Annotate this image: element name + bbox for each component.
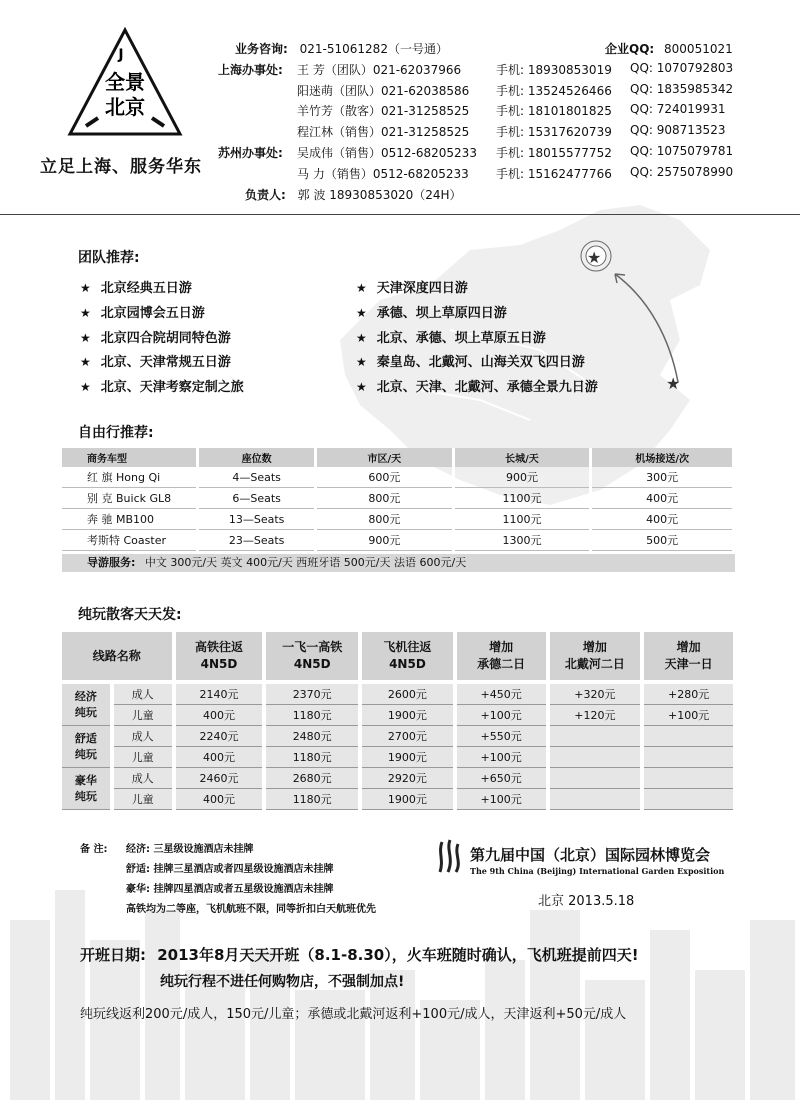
shanghai-office-label: 上海办事处:	[218, 63, 283, 77]
cell: 400元	[174, 789, 265, 810]
opening-date-label: 开班日期:	[80, 946, 146, 964]
cell: 1900元	[360, 747, 455, 768]
cell: 4—Seats	[198, 467, 316, 488]
table-row	[62, 705, 735, 726]
cell: 1900元	[360, 705, 455, 726]
manager-value: 郭 波 18930853020（24H）	[297, 188, 462, 202]
qq-label: 企业QQ:	[605, 42, 655, 56]
table-row	[62, 747, 735, 768]
opening-date-text: 2013年8月天天开班（8.1-8.30），火车班随时确认，飞机班提前四天!	[157, 946, 639, 964]
logo-line-2: 北京	[105, 95, 145, 119]
contact-name: 吴成伟（销售）0512-68205233	[297, 146, 477, 160]
grade-line: 豪华	[74, 773, 97, 787]
table-row	[62, 467, 734, 488]
team-route	[80, 376, 244, 395]
cell: 1900元	[360, 789, 455, 810]
route-label: 北京四合院胡同特色游	[100, 331, 231, 346]
header-line: 增加	[582, 640, 607, 654]
route-label: 天津深度四日游	[376, 281, 468, 296]
header-line: 一飞一高铁	[282, 640, 343, 654]
contact-name: 阳迷萌（团队）021-62038586	[297, 84, 470, 98]
cell: +320元	[548, 682, 643, 705]
cell: 考斯特 Coaster	[62, 530, 198, 551]
grade-line: 纯玩	[74, 705, 97, 719]
grade-cell	[62, 682, 112, 726]
team-route	[356, 302, 507, 321]
cell: 2700元	[360, 726, 455, 747]
free-section-title: 自由行推荐:	[78, 425, 154, 441]
header-line: 承德二日	[477, 657, 526, 671]
cell	[548, 768, 643, 789]
table-row	[62, 530, 734, 551]
col-header	[455, 632, 548, 682]
cell: 奔 驰 MB100	[62, 509, 198, 530]
contact-mobile: 手机: 18015577752	[496, 146, 612, 160]
logo-line-1: 全景	[105, 70, 145, 94]
contact-qq: QQ: 2575078990	[630, 165, 734, 179]
cell: 1180元	[264, 705, 360, 726]
cell	[642, 726, 735, 747]
header-divider	[0, 214, 800, 215]
star-icon: ★	[80, 306, 91, 320]
cell: 红 旗 Hong Qi	[62, 467, 198, 488]
header-line: 4N5D	[293, 657, 331, 671]
team-route	[356, 277, 468, 296]
contact-mobile: 手机: 13524526466	[496, 84, 612, 98]
cell: 800元	[316, 488, 454, 509]
header-line: 北戴河二日	[564, 657, 625, 671]
table-row	[62, 682, 735, 705]
route-label: 北京园博会五日游	[100, 306, 205, 321]
col-header	[642, 632, 735, 682]
cell	[642, 747, 735, 768]
table-row	[62, 768, 735, 789]
expo-date: 北京 2013.5.18	[538, 894, 635, 909]
cell: 6—Seats	[198, 488, 316, 509]
consult-row	[235, 40, 448, 57]
col-header: 商务车型	[62, 448, 198, 467]
cell: 2480元	[264, 726, 360, 747]
note-line: 高铁均为二等座，飞机航班不限，同等折扣白天航班优先	[126, 904, 376, 915]
company-logo	[66, 26, 184, 138]
col-header: 座位数	[198, 448, 316, 467]
contact-name: 马 力（销售）0512-68205233	[297, 167, 469, 181]
cell: +450元	[455, 682, 548, 705]
contact-qq: QQ: 908713523	[630, 123, 726, 137]
star-icon: ★	[80, 281, 91, 295]
table-row	[62, 789, 735, 810]
table-row	[62, 509, 734, 530]
cell: 600元	[316, 467, 454, 488]
cell: 儿童	[112, 747, 174, 768]
header-line: 4N5D	[389, 657, 426, 671]
col-header	[62, 632, 174, 682]
shanghai-star-icon: ★	[666, 374, 681, 393]
suzhou-office-label: 苏州办事处:	[218, 146, 283, 160]
col-header: 机场接送/次	[591, 448, 734, 467]
team-route	[80, 351, 231, 370]
col-header	[360, 632, 455, 682]
cell: 2140元	[174, 682, 265, 705]
col-header	[264, 632, 360, 682]
cell: 500元	[591, 530, 734, 551]
team-route	[80, 327, 231, 346]
route-label: 北京、天津考察定制之旅	[100, 380, 244, 395]
grade-line: 纯玩	[74, 789, 97, 803]
contact-mobile: 手机: 15317620739	[496, 125, 612, 139]
contact-qq: QQ: 1075079781	[630, 144, 734, 158]
star-icon: ★	[356, 380, 367, 394]
cell: 13—Seats	[198, 509, 316, 530]
header-line: 增加	[489, 640, 514, 654]
star-icon: ★	[80, 355, 91, 369]
star-icon: ★	[356, 331, 367, 345]
cell: 2600元	[360, 682, 455, 705]
cell: +100元	[455, 705, 548, 726]
contact-mobile: 手机: 15162477766	[496, 167, 612, 181]
team-section-title: 团队推荐:	[78, 250, 140, 266]
route-label: 北京经典五日游	[100, 281, 192, 296]
col-header	[548, 632, 643, 682]
cell: 成人	[112, 726, 174, 747]
beijing-star-icon: ★	[587, 248, 602, 267]
notes-label: 备 注:	[80, 844, 108, 855]
cell: 成人	[112, 682, 174, 705]
route-label: 北京、承德、坝上草原五日游	[376, 331, 546, 346]
contact-mobile: 手机: 18930853019	[496, 63, 612, 77]
header-line: 4N5D	[200, 657, 238, 671]
guide-label: 导游服务:	[87, 556, 136, 569]
team-route	[80, 277, 192, 296]
col-header: 长城/天	[453, 448, 591, 467]
rebate-note: 纯玩线返利200元/成人，150元/儿童；承德或北戴河返利+100元/成人，天津返利+50元/成人	[80, 1007, 627, 1022]
expo-title-cn: 第九届中国（北京）国际园林博览会	[470, 846, 711, 864]
contact-name: 程江林（销售）021-31258525	[297, 125, 470, 139]
cell: +280元	[642, 682, 735, 705]
cell	[642, 768, 735, 789]
contact-name: 羊竹芳（散客）021-31258525	[297, 104, 470, 118]
team-route	[356, 376, 598, 395]
cell: +120元	[548, 705, 643, 726]
cell	[642, 789, 735, 810]
tour-price-table	[62, 632, 737, 810]
col-header	[174, 632, 265, 682]
route-label: 北京、天津常规五日游	[100, 355, 231, 370]
grade-cell	[62, 726, 112, 768]
team-route	[356, 351, 585, 370]
col-header: 市区/天	[316, 448, 454, 467]
header-line: 天津一日	[664, 657, 713, 671]
cell: 400元	[591, 488, 734, 509]
cell	[548, 747, 643, 768]
route-label: 北京、天津、北戴河、承德全景九日游	[376, 380, 598, 395]
header-line: 高铁往返	[194, 640, 243, 654]
cell: 儿童	[112, 705, 174, 726]
cell: 1180元	[264, 747, 360, 768]
consult-label: 业务咨询:	[235, 42, 288, 56]
guide-prices: 中文 300元/天 英文 400元/天 西班牙语 500元/天 法语 600元/天	[144, 556, 467, 569]
car-rental-table	[62, 448, 735, 551]
cell: +650元	[455, 768, 548, 789]
team-route	[356, 327, 546, 346]
cell	[548, 789, 643, 810]
cell: 2240元	[174, 726, 265, 747]
cell: 400元	[591, 509, 734, 530]
cell	[548, 726, 643, 747]
cell: 400元	[174, 747, 265, 768]
grade-line: 纯玩	[74, 747, 97, 761]
star-icon: ★	[356, 281, 367, 295]
manager-label: 负责人:	[245, 188, 286, 202]
route-label: 承德、坝上草原四日游	[376, 306, 507, 321]
contact-name: 王 芳（团队）021-62037966	[297, 63, 462, 77]
expo-title-en: The 9th China (Beijing) International Garden Exposition	[470, 866, 725, 876]
grade-cell	[62, 768, 112, 810]
header-line: 飞机往返	[383, 640, 432, 654]
qq-row	[605, 40, 733, 57]
expo-emblem-icon	[436, 838, 466, 874]
contact-qq: QQ: 1835985342	[630, 82, 734, 96]
cell: 儿童	[112, 789, 174, 810]
slogan: 立足上海、服务华东	[40, 157, 202, 177]
cell: 900元	[316, 530, 454, 551]
consult-phone: 021-51061282（一号通）	[299, 42, 448, 56]
opening-date-row	[80, 944, 639, 965]
cell: 300元	[591, 467, 734, 488]
cell: 400元	[174, 705, 265, 726]
cell: 1300元	[453, 530, 591, 551]
manager-row	[245, 186, 462, 203]
route-label: 秦皇岛、北戴河、山海关双飞四日游	[376, 355, 585, 370]
cell: +100元	[455, 789, 548, 810]
qq-value: 800051021	[664, 42, 733, 56]
team-route	[80, 302, 205, 321]
guide-service-row	[62, 554, 735, 572]
contact-qq: QQ: 724019931	[630, 102, 726, 116]
cell: +100元	[642, 705, 735, 726]
contact-qq: QQ: 1070792803	[630, 61, 734, 75]
note-line: 舒适: 挂牌三星酒店或者四星级设施酒店未挂牌	[126, 864, 334, 875]
cell: 2920元	[360, 768, 455, 789]
cell: 2460元	[174, 768, 265, 789]
cell: 1100元	[453, 509, 591, 530]
cell: 2680元	[264, 768, 360, 789]
no-shopping-note: 纯玩行程不进任何购物店，不强制加点!	[160, 974, 405, 990]
header-line: 线路名称	[92, 648, 141, 663]
grade-line: 经济	[74, 689, 97, 703]
logo-letter: J	[118, 47, 124, 63]
star-icon: ★	[80, 380, 91, 394]
table-header-row	[62, 448, 734, 467]
cell: 别 克 Buick GL8	[62, 488, 198, 509]
cell: 1180元	[264, 789, 360, 810]
table-header-row	[62, 632, 735, 682]
star-icon: ★	[356, 355, 367, 369]
cell: 900元	[453, 467, 591, 488]
contact-mobile: 手机: 18101801825	[496, 104, 612, 118]
cell: 800元	[316, 509, 454, 530]
tour-section-title: 纯玩散客天天发:	[78, 607, 182, 623]
note-line: 经济: 三星级设施酒店未挂牌	[126, 844, 254, 855]
star-icon: ★	[356, 306, 367, 320]
cell: 1100元	[453, 488, 591, 509]
header-line: 增加	[676, 640, 701, 654]
garden-expo-logo	[436, 834, 756, 884]
cell: 成人	[112, 768, 174, 789]
cell: +100元	[455, 747, 548, 768]
grade-line: 舒适	[74, 731, 97, 745]
cell: 2370元	[264, 682, 360, 705]
cell: +550元	[455, 726, 548, 747]
star-icon: ★	[80, 331, 91, 345]
table-row	[62, 726, 735, 747]
table-row	[62, 488, 734, 509]
cell: 23—Seats	[198, 530, 316, 551]
note-line: 豪华: 挂牌四星酒店或者五星级设施酒店未挂牌	[126, 884, 334, 895]
